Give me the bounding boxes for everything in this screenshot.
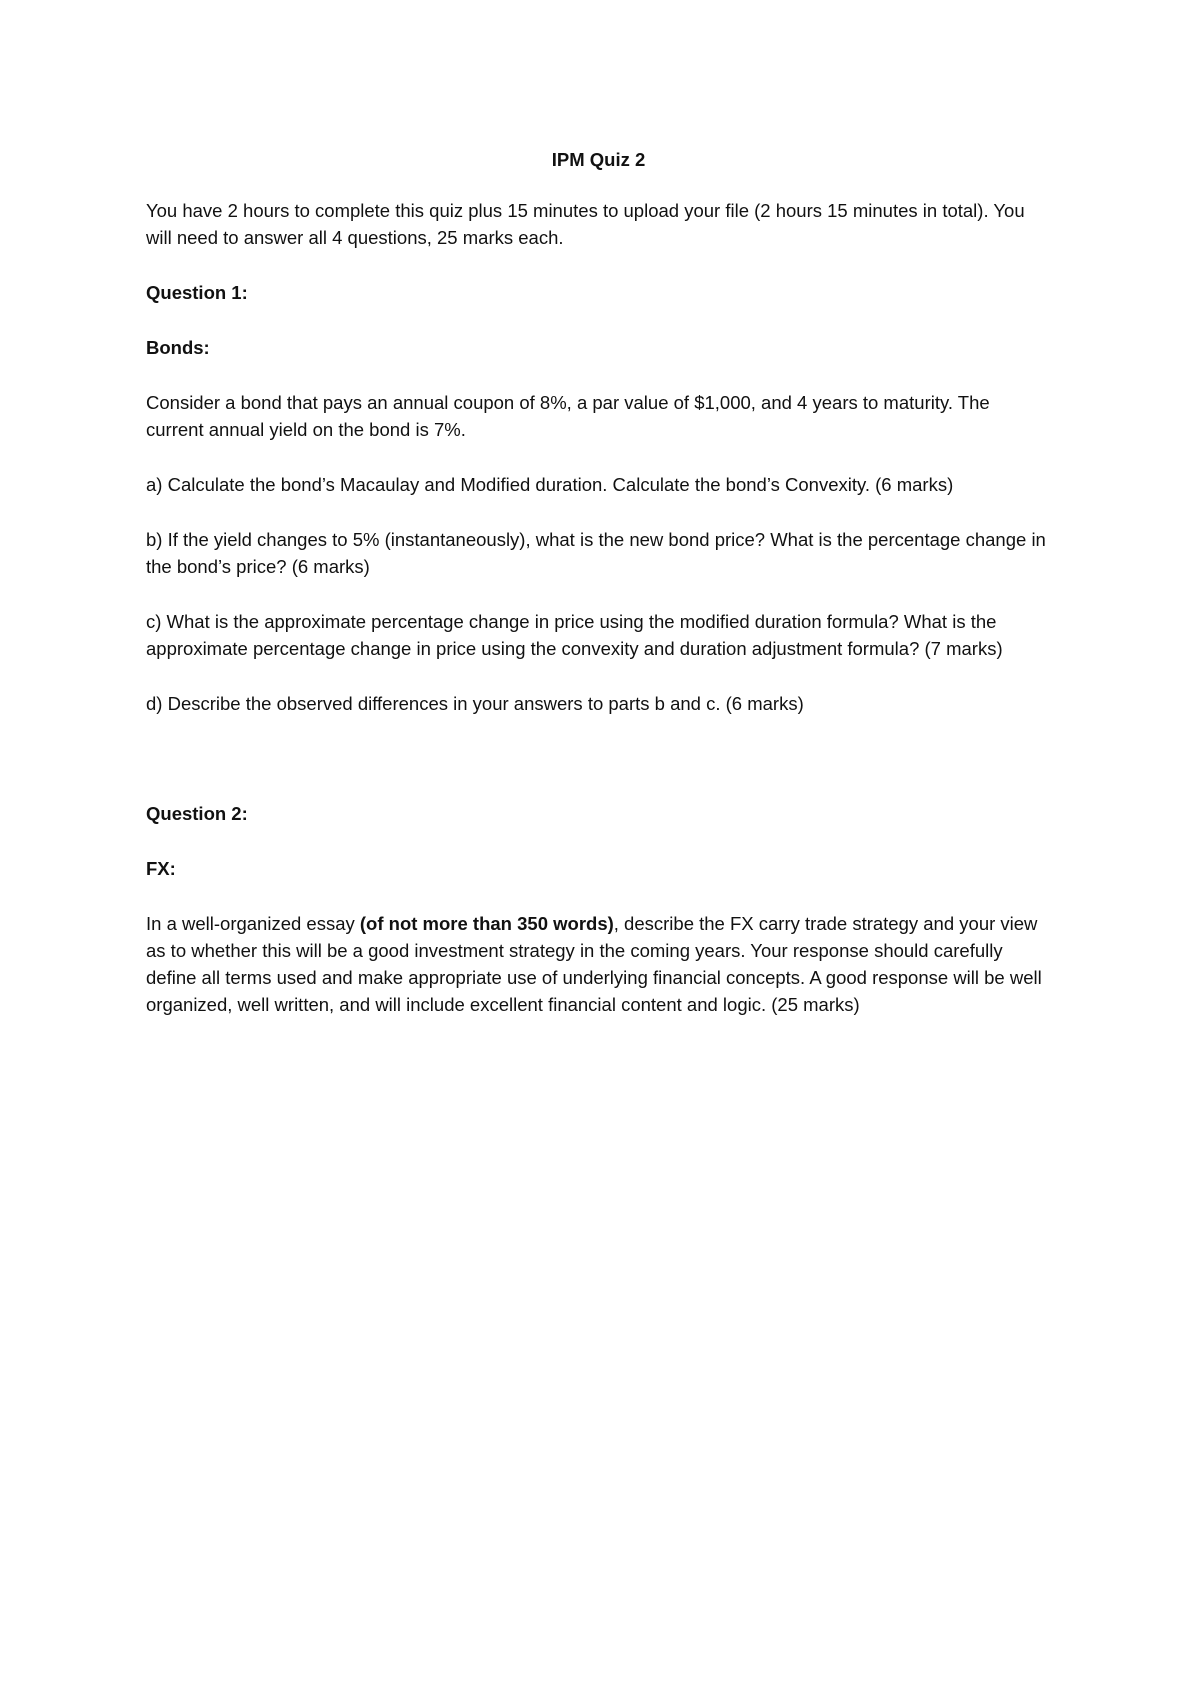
document-title: IPM Quiz 2 [551,149,646,170]
question-2-topic: FX: [146,858,176,879]
question-2-body-prefix: In a well-organized essay [146,913,360,934]
question-2-heading: Question 2: [146,803,248,824]
intro-paragraph: You have 2 hours to complete this quiz plus 15 minutes to upload your file (2 hours 15 minutes in total). You will need to answer all 4 questions, 25 marks each. [146,200,1025,248]
question-1-part-a: a) Calculate the bond’s Macaulay and Modified duration. Calculate the bond’s Convexity. (6 marks) [146,474,954,495]
question-1-topic: Bonds: [146,337,210,358]
question-2-word-limit: (of not more than 350 words) [359,913,614,934]
question-1-part-b: b) If the yield changes to 5% (instantaneously), what is the new bond price? What is the percentage change in the bond’s price? (6 marks) [146,529,1046,577]
question-2-body-suffix: , describe the FX carry trade strategy and your view as to whether this will be a good investment strategy in the coming years. Your response should carefully define all terms used and make appropriate use of underlying financial concepts. A good response will be well organized, well written, and will include excellent financial content and logic. (25 marks) [146,913,1042,1015]
question-1-body: Consider a bond that pays an annual coupon of 8%, a par value of $1,000, and 4 years to maturity. The current annual yield on the bond is 7%. [146,392,990,440]
question-1-heading: Question 1: [146,282,248,303]
question-1-part-c: c) What is the approximate percentage change in price using the modified duration formula? What is the approximate percentage change in price using the convexity and duration adjustment formula? (7 marks) [146,611,1003,659]
document-content [146,146,1051,1046]
question-1-part-d: d) Describe the observed differences in your answers to parts b and c. (6 marks) [146,693,804,714]
question-2-body [146,910,1051,1018]
section-spacer [146,745,1051,800]
